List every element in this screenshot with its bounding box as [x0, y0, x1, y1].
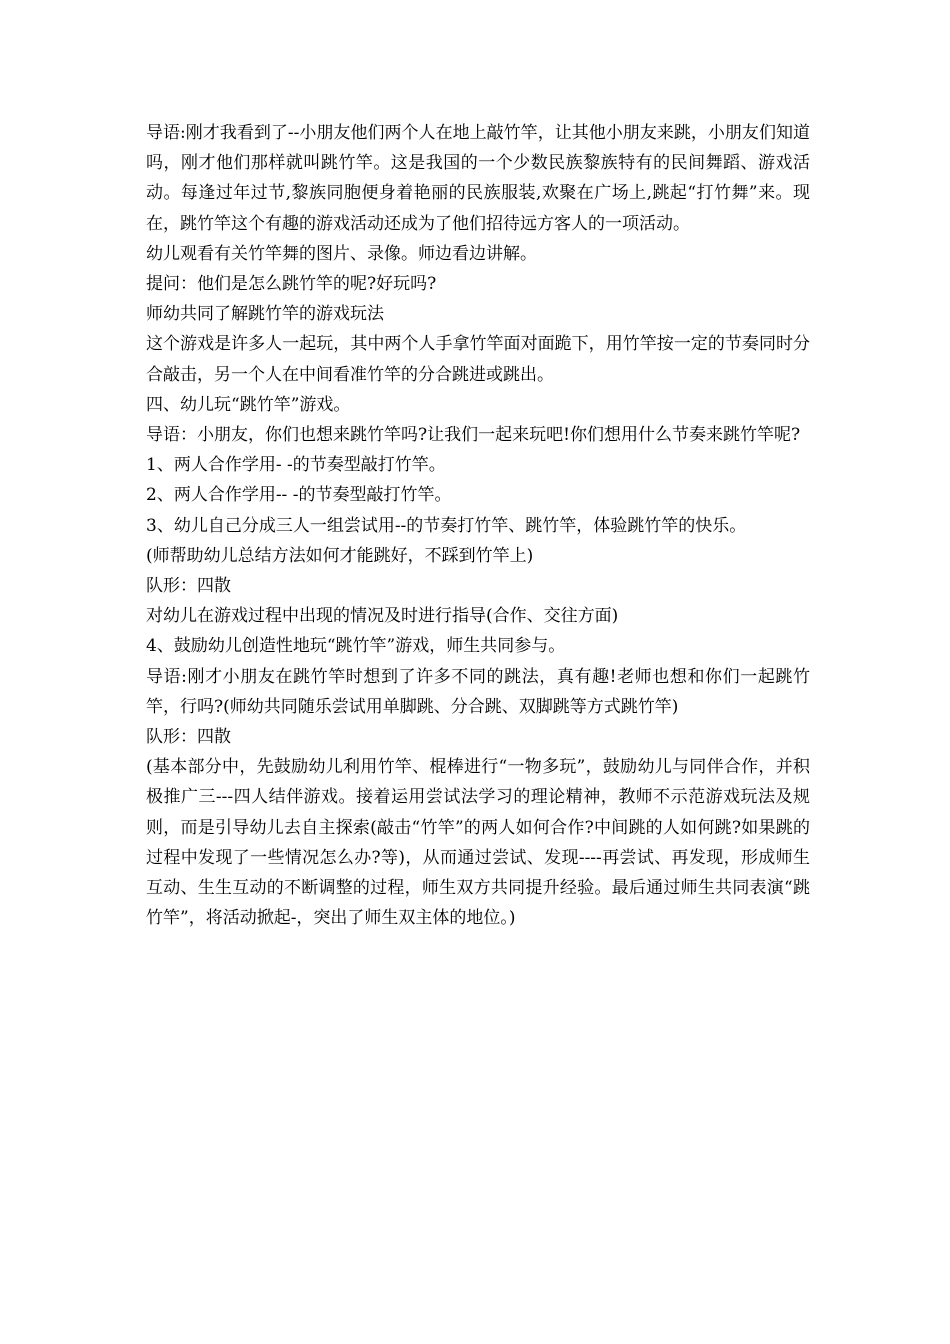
- document-body: [146, 118, 810, 933]
- paragraph-question: 提问：他们是怎么跳竹竿的呢?好玩吗?: [146, 274, 437, 295]
- paragraph-teacher-note: (师帮助幼儿总结方法如何才能跳好，不踩到竹竿上): [146, 545, 534, 566]
- paragraph-formation-2: 队形：四散: [146, 727, 231, 748]
- paragraph-guide-invite: 导语：小朋友，你们也想来跳竹竿吗?让我们一起来玩吧!你们想用什么节奏来跳竹竿呢?: [146, 425, 801, 446]
- paragraph-summary-note: (基本部分中，先鼓励幼儿利用竹竿、棍棒进行“一物多玩”，鼓励幼儿与同伴合作，并积极推广三---四人结伴游戏。接着运用尝试法学习的理论精神，教师不示范游戏玩法及规则，而是引导幼儿去自主探索(敲击“竹竿”的两人如何合作?中间跳的人如何跳?如果跳的过程中发现了一些情况怎么办?等)，从而通过尝试、发现----再尝试、再发现，形成师生互动、生生互动的不断调整的过程，师生双方共同提升经验。最后通过师生共同表演“跳竹竿”，将活动掀起-，突出了师生双主体的地位。): [146, 757, 810, 929]
- paragraph-game-description: 这个游戏是许多人一起玩，其中两个人手拿竹竿面对面跪下，用竹竿按一定的节奏同时分合敲击，另一个人在中间看准竹竿的分合跳进或跳出。: [146, 334, 810, 385]
- section-heading-four: 四、幼儿玩“跳竹竿”游戏。: [146, 394, 351, 415]
- paragraph-guide-creative: 导语:刚才小朋友在跳竹竿时想到了许多不同的跳法，真有趣!老师也想和你们一起跳竹竿，行吗?(师幼共同随乐尝试用单脚跳、分合跳、双脚跳等方式跳竹竿): [146, 666, 810, 717]
- paragraph-watch-video: 幼儿观看有关竹竿舞的图片、录像。师边看边讲解。: [146, 243, 537, 264]
- list-item-1: 1、两人合作学用- -的节奏型敲打竹竿。: [146, 455, 446, 476]
- paragraph-formation-1: 队形：四散: [146, 576, 231, 597]
- list-item-3: 3、幼儿自己分成三人一组尝试用--的节奏打竹竿、跳竹竿，体验跳竹竿的快乐。: [146, 515, 747, 536]
- paragraph-intro-guide: 导语:刚才我看到了--小朋友他们两个人在地上敲竹竿，让其他小朋友来跳，小朋友们知道吗，刚才他们那样就叫跳竹竿。这是我国的一个少数民族黎族特有的民间舞蹈、游戏活动。每逢过年过节,黎族同胞便身着艳丽的民族服装,欢聚在广场上,跳起“打竹舞”来。现在，跳竹竿这个有趣的游戏活动还成为了他们招待远方客人的一项活动。: [146, 123, 810, 234]
- list-item-2: 2、两人合作学用-- -的节奏型敲打竹竿。: [146, 485, 452, 506]
- paragraph-learn-rules: 师幼共同了解跳竹竿的游戏玩法: [146, 304, 384, 325]
- paragraph-guidance: 对幼儿在游戏过程中出现的情况及时进行指导(合作、交往方面): [146, 606, 619, 627]
- list-item-4: 4、鼓励幼儿创造性地玩“跳竹竿”游戏，师生共同参与。: [146, 636, 566, 657]
